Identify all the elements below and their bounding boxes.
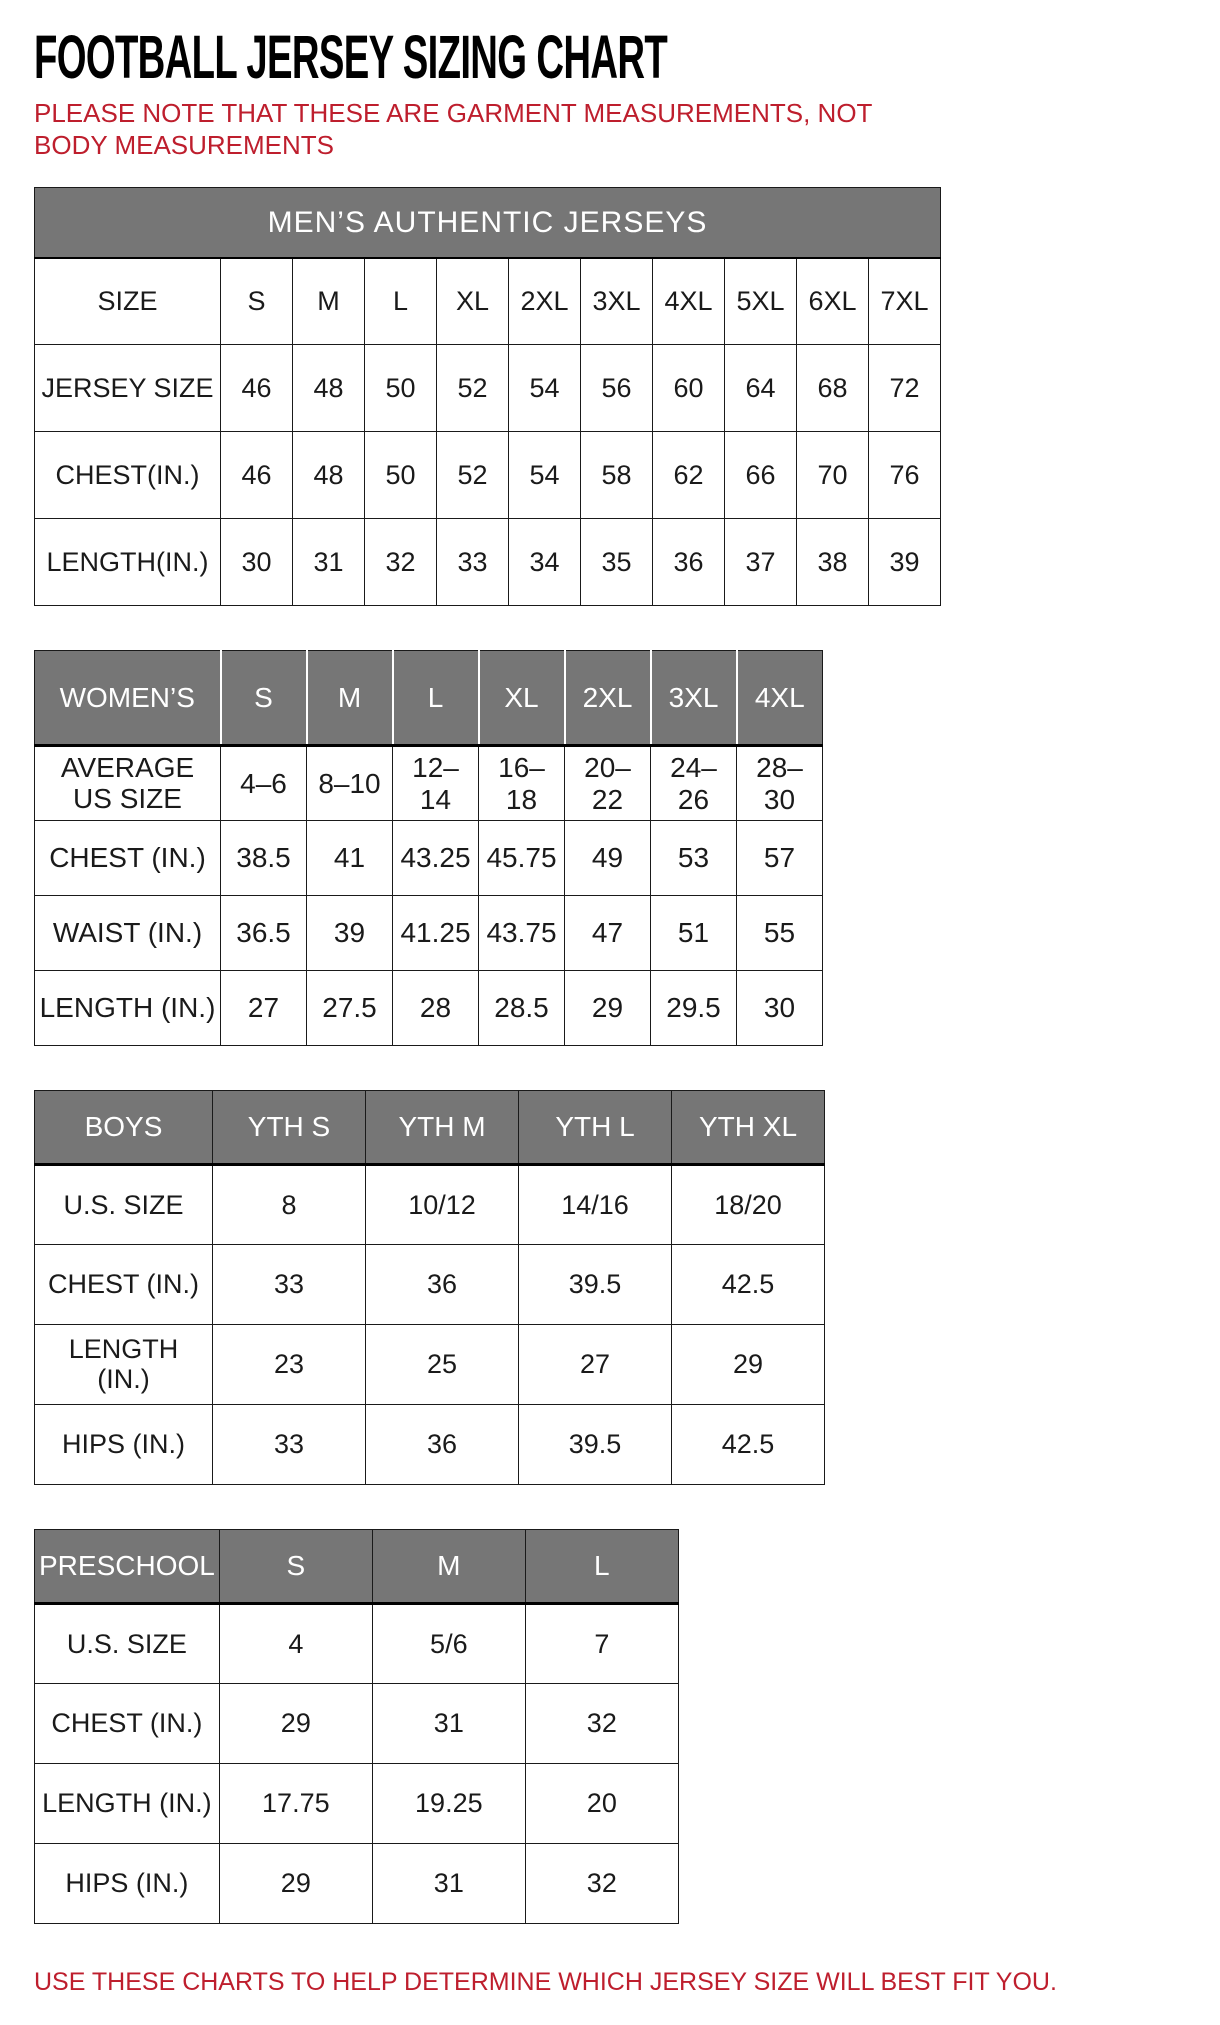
value-cell: 66 — [725, 432, 797, 519]
value-cell: 48 — [293, 345, 365, 432]
value-cell: 70 — [797, 432, 869, 519]
size-header-cell: XL — [479, 651, 565, 746]
size-header-row — [35, 1530, 679, 1604]
value-cell: 76 — [869, 432, 941, 519]
value-cell: 64 — [725, 345, 797, 432]
table-row — [35, 1245, 825, 1325]
value-cell: 5/6 — [372, 1604, 525, 1684]
size-header-cell: 7XL — [869, 258, 941, 345]
size-header-cell: 4XL — [653, 258, 725, 345]
row-label-cell: LENGTH (IN.) — [35, 971, 221, 1046]
row-label-cell: CHEST(IN.) — [35, 432, 221, 519]
value-cell: 25 — [366, 1325, 519, 1405]
size-header-cell: L — [393, 651, 479, 746]
value-cell: 29 — [672, 1325, 825, 1405]
value-cell: 48 — [293, 432, 365, 519]
size-header-cell: 3XL — [651, 651, 737, 746]
row-label-cell: HIPS (IN.) — [35, 1844, 220, 1924]
value-cell: 39.5 — [519, 1245, 672, 1325]
value-cell: 47 — [565, 896, 651, 971]
size-header-cell: YTH XL — [672, 1091, 825, 1165]
size-header-row — [35, 258, 941, 345]
size-header-cell: 2XL — [509, 258, 581, 345]
mens-authentic-jerseys-section — [34, 187, 1190, 606]
value-cell: 36 — [366, 1245, 519, 1325]
table-banner: MEN’S AUTHENTIC JERSEYS — [35, 188, 941, 258]
value-cell: 27.5 — [307, 971, 393, 1046]
value-cell: 34 — [509, 519, 581, 606]
size-header-cell: YTH M — [366, 1091, 519, 1165]
value-cell: 29 — [219, 1844, 372, 1924]
value-cell: 52 — [437, 345, 509, 432]
row-label-cell: HIPS (IN.) — [35, 1405, 213, 1485]
size-header-cell: 5XL — [725, 258, 797, 345]
value-cell: 33 — [213, 1405, 366, 1485]
table-row — [35, 971, 823, 1046]
value-cell: 30 — [221, 519, 293, 606]
boys-sizing-section — [34, 1090, 1190, 1485]
value-cell: 27 — [221, 971, 307, 1046]
size-header-cell: L — [365, 258, 437, 345]
value-cell: 42.5 — [672, 1245, 825, 1325]
row-label-cell: U.S. SIZE — [35, 1165, 213, 1245]
table-row — [35, 1325, 825, 1405]
row-label-cell: U.S. SIZE — [35, 1604, 220, 1684]
value-cell: 41 — [307, 821, 393, 896]
value-cell: 23 — [213, 1325, 366, 1405]
size-header-cell: 6XL — [797, 258, 869, 345]
value-cell: 72 — [869, 345, 941, 432]
value-cell: 32 — [365, 519, 437, 606]
preschool-sizing-section — [34, 1529, 1190, 1924]
value-cell: 28 — [393, 971, 479, 1046]
value-cell: 33 — [437, 519, 509, 606]
value-cell: 52 — [437, 432, 509, 519]
header-label-cell: WOMEN’S — [35, 651, 221, 746]
preschool-table — [34, 1529, 679, 1924]
table-row — [35, 1405, 825, 1485]
womens-sizing-section — [34, 650, 1190, 1046]
header-label-cell: PRESCHOOL — [35, 1530, 220, 1604]
value-cell: 18/20 — [672, 1165, 825, 1245]
value-cell: 10/12 — [366, 1165, 519, 1245]
value-cell: 8–10 — [307, 746, 393, 821]
value-cell: 29 — [565, 971, 651, 1046]
table-row — [35, 1684, 679, 1764]
value-cell: 8 — [213, 1165, 366, 1245]
value-cell: 68 — [797, 345, 869, 432]
value-cell: 7 — [525, 1604, 678, 1684]
row-label-cell: CHEST (IN.) — [35, 1684, 220, 1764]
value-cell: 57 — [737, 821, 823, 896]
value-cell: 20 — [525, 1764, 678, 1844]
value-cell: 4–6 — [221, 746, 307, 821]
value-cell: 35 — [581, 519, 653, 606]
value-cell: 31 — [372, 1684, 525, 1764]
value-cell: 17.75 — [219, 1764, 372, 1844]
size-header-cell: M — [293, 258, 365, 345]
table-row — [35, 345, 941, 432]
size-header-cell: 3XL — [581, 258, 653, 345]
value-cell: 36.5 — [221, 896, 307, 971]
size-header-cell: 4XL — [737, 651, 823, 746]
value-cell: 41.25 — [393, 896, 479, 971]
table-banner-row — [35, 188, 941, 258]
row-label-cell: LENGTH(IN.) — [35, 519, 221, 606]
size-header-row — [35, 651, 823, 746]
value-cell: 29 — [219, 1684, 372, 1764]
table-row — [35, 821, 823, 896]
table-row — [35, 1764, 679, 1844]
value-cell: 43.75 — [479, 896, 565, 971]
value-cell: 20–22 — [565, 746, 651, 821]
value-cell: 16–18 — [479, 746, 565, 821]
value-cell: 54 — [509, 432, 581, 519]
value-cell: 36 — [366, 1405, 519, 1485]
size-header-cell: M — [372, 1530, 525, 1604]
value-cell: 33 — [213, 1245, 366, 1325]
size-header-cell: M — [307, 651, 393, 746]
size-header-cell: S — [219, 1530, 372, 1604]
row-label-cell: JERSEY SIZE — [35, 345, 221, 432]
value-cell: 12–14 — [393, 746, 479, 821]
row-label-cell: LENGTH (IN.) — [35, 1764, 220, 1844]
value-cell: 29.5 — [651, 971, 737, 1046]
value-cell: 39.5 — [519, 1405, 672, 1485]
value-cell: 36 — [653, 519, 725, 606]
value-cell: 45.75 — [479, 821, 565, 896]
value-cell: 38.5 — [221, 821, 307, 896]
value-cell: 4 — [219, 1604, 372, 1684]
size-header-cell: 2XL — [565, 651, 651, 746]
header-label-cell: BOYS — [35, 1091, 213, 1165]
page-title: FOOTBALL JERSEY SIZING CHART — [34, 23, 668, 92]
value-cell: 28.5 — [479, 971, 565, 1046]
size-header-cell: L — [525, 1530, 678, 1604]
value-cell: 51 — [651, 896, 737, 971]
value-cell: 46 — [221, 432, 293, 519]
row-label-cell: CHEST (IN.) — [35, 1245, 213, 1325]
value-cell: 50 — [365, 432, 437, 519]
value-cell: 62 — [653, 432, 725, 519]
size-header-cell: YTH S — [213, 1091, 366, 1165]
table-row — [35, 1165, 825, 1245]
size-header-row — [35, 1091, 825, 1165]
row-label-cell: LENGTH (IN.) — [35, 1325, 213, 1405]
table-row — [35, 896, 823, 971]
boys-table — [34, 1090, 825, 1485]
value-cell: 38 — [797, 519, 869, 606]
value-cell: 19.25 — [372, 1764, 525, 1844]
value-cell: 49 — [565, 821, 651, 896]
value-cell: 39 — [307, 896, 393, 971]
row-label-cell: CHEST (IN.) — [35, 821, 221, 896]
table-row — [35, 432, 941, 519]
size-header-cell: S — [221, 651, 307, 746]
value-cell: 55 — [737, 896, 823, 971]
value-cell: 27 — [519, 1325, 672, 1405]
size-header-cell: YTH L — [519, 1091, 672, 1165]
garment-measurements-note: PLEASE NOTE THAT THESE ARE GARMENT MEASUREMENTS, NOT BODY MEASUREMENTS — [34, 98, 872, 160]
value-cell: 53 — [651, 821, 737, 896]
value-cell: 32 — [525, 1844, 678, 1924]
value-cell: 46 — [221, 345, 293, 432]
value-cell: 14/16 — [519, 1165, 672, 1245]
table-row — [35, 1844, 679, 1924]
value-cell: 28–30 — [737, 746, 823, 821]
table-row — [35, 519, 941, 606]
value-cell: 39 — [869, 519, 941, 606]
value-cell: 30 — [737, 971, 823, 1046]
value-cell: 31 — [293, 519, 365, 606]
value-cell: 42.5 — [672, 1405, 825, 1485]
table-row — [35, 1604, 679, 1684]
value-cell: 50 — [365, 345, 437, 432]
footer-note: USE THESE CHARTS TO HELP DETERMINE WHICH JERSEY SIZE WILL BEST FIT YOU. — [34, 1968, 1057, 1997]
value-cell: 24–26 — [651, 746, 737, 821]
size-header-cell: XL — [437, 258, 509, 345]
value-cell: 60 — [653, 345, 725, 432]
size-header-cell: S — [221, 258, 293, 345]
row-label-cell: AVERAGE US SIZE — [35, 746, 221, 821]
header-label-cell: SIZE — [35, 258, 221, 345]
value-cell: 58 — [581, 432, 653, 519]
value-cell: 56 — [581, 345, 653, 432]
value-cell: 37 — [725, 519, 797, 606]
value-cell: 31 — [372, 1844, 525, 1924]
value-cell: 54 — [509, 345, 581, 432]
table-row — [35, 746, 823, 821]
womens-table — [34, 650, 823, 1046]
value-cell: 32 — [525, 1684, 678, 1764]
row-label-cell: WAIST (IN.) — [35, 896, 221, 971]
mens-table — [34, 187, 941, 606]
value-cell: 43.25 — [393, 821, 479, 896]
